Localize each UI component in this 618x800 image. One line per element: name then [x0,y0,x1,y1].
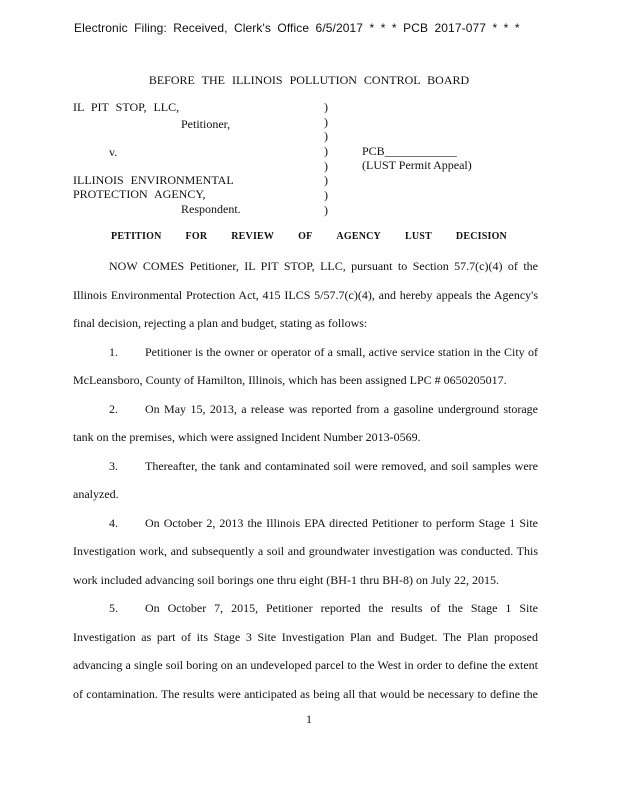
page-number: 1 [306,712,312,726]
caption-paren: ) [324,114,328,129]
petitioner-role: Petitioner, [181,117,231,131]
paragraph-text: On October 2, 2013 the Illinois EPA directed Petitioner to perform Stage 1 Site [145,515,538,530]
title-word: OF [298,231,313,242]
title-word: AGENCY [336,231,381,242]
paragraph-text: Thereafter, the tank and contaminated soil were removed, and soil samples were [145,458,538,473]
paragraph-2-line [73,402,538,431]
paragraph-text: Petitioner is the owner or operator of a small, active service station in the City of [145,344,538,359]
caption-paren: ) [324,173,328,188]
paragraph-5-line: of contamination. The results were anticipated as being all that would be necessary to define the [73,686,538,701]
caption-paren: ) [324,129,328,144]
caption-paren: ) [324,144,328,159]
caption-parentheses [324,100,332,218]
appeal-type: (LUST Permit Appeal) [362,158,472,172]
pcb-number-blank: ____________ [384,144,457,158]
filing-header: Electronic Filing: Received, Clerk's Office 6/5/2017 * * * PCB 2017-077 * * * [74,21,520,35]
title-word: LUST [404,231,432,242]
caption-paren: ) [324,188,328,203]
caption-paren: ) [324,202,328,217]
board-title: BEFORE THE ILLINOIS POLLUTION CONTROL BOARD [148,73,470,87]
paragraph-1-line [73,345,538,374]
respondent-name-line1: ILLINOIS ENVIRONMENTAL [73,173,234,187]
petitioner-name: IL PIT STOP, LLC, [73,100,180,114]
title-word: FOR [185,231,208,242]
document-title [0,231,618,242]
paragraph-5-line: advancing a single soil boring on an undeveloped parcel to the West in order to define the extent [73,658,538,672]
respondent-name-line2: PROTECTION AGENCY, [73,187,206,201]
intro-line: Illinois Environmental Protection Act, 415 ILCS 5/57.7(c)(4), and hereby appeals the Agency's [73,287,538,302]
title-word: REVIEW [231,231,275,242]
paragraph-4-line: Investigation work, and subsequently a soil and groundwater investigation was conducted. This [73,544,538,558]
paragraph-text: On October 7, 2015, Petitioner reported the results of the Stage 1 Site [145,601,538,615]
paragraph-number: 4. [109,515,118,530]
petition-body [73,259,538,715]
paragraph-number: 2. [109,401,118,416]
paragraph-1-line: McLeansboro, County of Hamilton, Illinois, which has been assigned LPC # 0650205017. [73,373,507,387]
paragraph-4-line [73,516,538,545]
paragraph-text: On May 15, 2013, a release was reported from a gasoline underground storage [145,401,538,416]
title-word: PETITION [111,231,162,242]
paragraph-number: 1. [109,344,118,359]
paragraph-3-line [73,459,538,488]
paragraph-5-line: Investigation as part of its Stage 3 Site Investigation Plan and Budget. The Plan proposed [73,629,538,644]
caption-paren: ) [324,158,328,173]
title-word: DECISION [455,231,507,242]
respondent-role: Respondent. [181,202,241,216]
caption-paren: ) [324,100,328,114]
paragraph-4-line: work included advancing soil borings one thru eight (BH-1 thru BH-8) on July 22, 2015. [73,572,499,587]
versus-label: v. [109,145,118,159]
paragraph-number: 3. [109,458,118,473]
paragraph-3-line: analyzed. [73,487,119,501]
pcb-case-number [362,144,457,159]
intro-line: NOW COMES Petitioner, IL PIT STOP, LLC, pursuant to Section 57.7(c)(4) of the [109,259,538,273]
paragraph-number: 5. [109,601,118,615]
pcb-label: PCB [362,144,385,158]
paragraph-2-line: tank on the premises, which were assigned Incident Number 2013-0569. [73,430,421,444]
paragraph-5-line [73,601,538,630]
intro-line: final decision, rejecting a plan and budget, stating as follows: [73,316,368,330]
